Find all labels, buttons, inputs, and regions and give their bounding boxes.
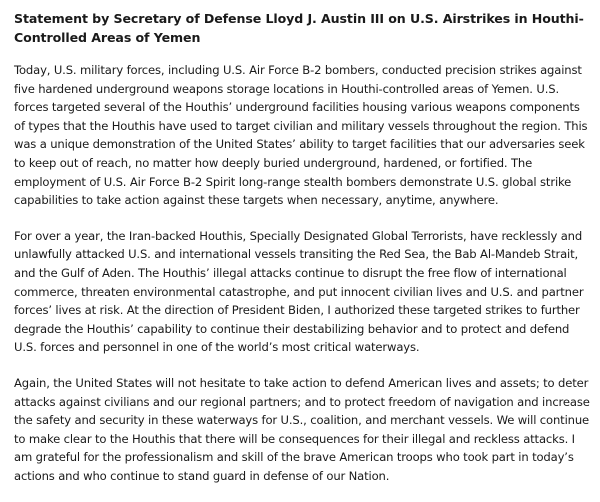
statement-title: Statement by Secretary of Defense Lloyd J. Austin III on U.S. Airstrikes in Houthi-Controlled Areas of Yemen bbox=[14, 11, 584, 45]
statement-paragraph-3: Again, the United States will not hesitate to take action to defend American lives and assets; to deter attacks against civilians and our regional partners; and to protect freedom of navigation and increase the safety and security in these waterways for U.S., coalition, and merchant vessels. We will continue to make clear to the Houthis that there will be consequences for their illegal and reckless attacks. I am grateful for the professionalism and skill of the brave American troops who took part in today’s actions and who continue to stand guard in defense of our Nation. bbox=[14, 375, 590, 483]
statement-paragraph-2: For over a year, the Iran-backed Houthis, Specially Designated Global Terrorists, have recklessly and unlawfully attacked U.S. and international vessels transiting the Red Sea, the Bab Al-Mandeb Strait, and the Gulf of Aden. The Houthis’ illegal attacks continue to disrupt the free flow of international commerce, threaten environmental catastrophe, and put innocent civilian lives and U.S. and partner forces’ lives at risk. At the direction of President Biden, I authorized these targeted strikes to further degrade the Houthis’ capability to continue their destabilizing behavior and to protect and defend U.S. forces and personnel in one of the world’s most critical waterways. bbox=[14, 228, 584, 355]
statement-document bbox=[14, 9, 592, 502]
statement-paragraph-1: Today, U.S. military forces, including U.S. Air Force B-2 bombers, conducted precision strikes against five hardened underground weapons storage locations in Houthi-controlled areas of Yemen. U.S. forces targeted several of the Houthis’ underground facilities housing various weapons components of types that the Houthis have used to target civilian and military vessels throughout the region. This was a unique demonstration of the United States’ ability to target facilities that our adversaries seek to keep out of reach, no matter how deeply buried underground, hardened, or fortified. The employment of U.S. Air Force B-2 Spirit long-range stealth bombers demonstrate U.S. global strike capabilities to take action against these targets when necessary, anytime, anywhere. bbox=[14, 63, 588, 208]
